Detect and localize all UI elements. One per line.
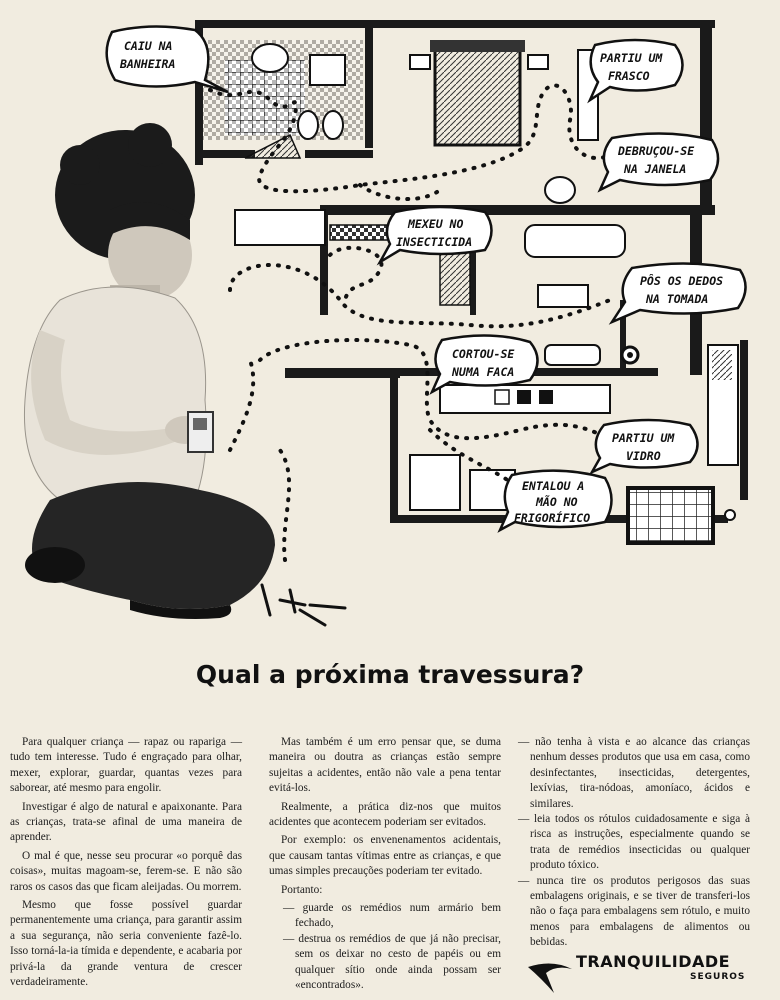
paragraph: Por exemplo: os envenenamentos acidentais, que causam tantas vítimas entre as crianças, e que umas simples precauções poderiam ter evitado. bbox=[269, 834, 501, 878]
svg-text:NUMA FACA: NUMA FACA bbox=[452, 365, 515, 379]
bird-logo-icon bbox=[528, 963, 572, 993]
article-column-2 bbox=[269, 735, 501, 994]
svg-text:NA JANELA: NA JANELA bbox=[624, 162, 687, 176]
list-item: — não tenha à vista e ao alcance das crianças nenhum desses produtos que usa em casa, como desinfectantes, insecticidas, detergentes, lexívias, tira-nódoas, amoníaco, ácidos e similares. bbox=[518, 736, 750, 810]
shelf-icon-2 bbox=[410, 455, 460, 510]
svg-text:PÔS OS DEDOS: PÔS OS DEDOS bbox=[640, 274, 724, 288]
list-item: — nunca tire os produtos perigosos das suas embalagens originais, e se tiver de transferi-los não o faça para embalagens sem rótulo, e muito menos para embalagens de alimentos ou bebidas. bbox=[518, 874, 750, 949]
svg-text:MEXEU NO: MEXEU NO bbox=[408, 217, 464, 231]
paragraph: Investigar é algo de natural e apaixonante. Para as crianças, trata-se afinal de uma maneira de aprender. bbox=[10, 800, 242, 844]
brand-subtitle: SEGUROS bbox=[690, 972, 746, 982]
sink-icon bbox=[310, 55, 345, 85]
svg-text:CAIU NA: CAIU NA bbox=[124, 39, 173, 53]
bidet-icon bbox=[298, 111, 318, 139]
paragraph: Mesmo que fosse possível guardar permanentemente uma criança, para garantir assim a sua segurança, não seria conveniente fazê-lo. Isso torná-la-ia tímida e dependente, e acabaria por privá-la da grande ventura de crescer verdadeiramente. bbox=[10, 899, 242, 989]
svg-text:FRASCO: FRASCO bbox=[608, 69, 650, 83]
paragraph: Realmente, a prática diz-nos que muitos acidentes que acontecem poderiam ser evitados. bbox=[269, 800, 501, 829]
list-item: — leia todos os rótulos cuidadosamente e siga à risca as instruções, especialmente quando se trata de remédios insecticidas ou qualquer produto tóxico. bbox=[518, 813, 750, 872]
bubble-flask bbox=[590, 40, 683, 100]
article-column-3 bbox=[518, 735, 750, 951]
list-item: — guarde os remédios num armário bem fechado, bbox=[283, 902, 501, 930]
bubble-knife bbox=[432, 335, 538, 392]
cabinet-icon bbox=[235, 210, 325, 245]
svg-text:DEBRUÇOU-SE: DEBRUÇOU-SE bbox=[618, 144, 695, 158]
table-icon bbox=[538, 285, 588, 307]
paragraph: Mas também é um erro pensar que, se duma maneira ou doutra as crianças estão sempre sujeitas a acidentes, então não vale a pena tentar evitá-los. bbox=[269, 736, 501, 795]
article-column-1 bbox=[10, 735, 242, 994]
artist-signature bbox=[262, 585, 345, 625]
nightstand-icon-2 bbox=[528, 55, 548, 69]
chair-icon bbox=[545, 177, 575, 203]
bubble-window bbox=[600, 133, 718, 190]
cutting-board-icon bbox=[545, 345, 600, 365]
svg-text:PARTIU UM: PARTIU UM bbox=[612, 431, 675, 445]
paragraph: O mal é que, nesse seu procurar «o porquê das coisas», muitas magoam-se, ferem-se. E não são raros os casos das que ficam aleijadas. Ou morrem. bbox=[10, 849, 242, 893]
dial-icon bbox=[725, 510, 735, 520]
bubble-glass bbox=[592, 420, 698, 472]
svg-text:PARTIU UM: PARTIU UM bbox=[600, 51, 663, 65]
svg-text:CORTOU-SE: CORTOU-SE bbox=[452, 347, 515, 361]
bubble-fridge bbox=[500, 471, 612, 530]
bidet-icon-2 bbox=[323, 111, 343, 139]
list-item: — destrua os remédios de que já não precisar, sem os deixar no cesto de papéis ou em qualquer sítio onde ainda possam ser «encontrados». bbox=[283, 932, 501, 992]
svg-text:FRIGORÍFICO: FRIGORÍFICO bbox=[514, 511, 591, 525]
paragraph: Portanto: bbox=[281, 883, 323, 896]
svg-text:INSECTICIDA: INSECTICIDA bbox=[396, 235, 473, 249]
sofa-icon bbox=[525, 225, 625, 257]
svg-text:ENTALOU A: ENTALOU A bbox=[522, 479, 585, 493]
svg-text:MÃO NO: MÃO NO bbox=[536, 495, 578, 509]
brand-name: TRANQUILIDADE bbox=[576, 952, 731, 971]
svg-text:NA TOMADA: NA TOMADA bbox=[646, 292, 709, 306]
headline: Qual a próxima travessura? bbox=[195, 660, 585, 689]
kneeling-child-photo bbox=[24, 123, 275, 619]
toilet-icon bbox=[252, 44, 288, 72]
fridge-grid-icon bbox=[628, 488, 713, 543]
paragraph: Para qualquer criança — rapaz ou rapariga — tudo tem interesse. Tudo é engraçado para olhar, mexer, explorar, guardar, quantas vezes para saborear, até mesmo para engolir. bbox=[10, 736, 242, 795]
nightstand-icon bbox=[410, 55, 430, 69]
bed-icon bbox=[435, 45, 520, 145]
bubble-socket bbox=[612, 263, 746, 322]
svg-text:VIDRO: VIDRO bbox=[626, 449, 661, 463]
shelf-icon bbox=[440, 250, 470, 305]
svg-text:BANHEIRA: BANHEIRA bbox=[120, 57, 176, 71]
